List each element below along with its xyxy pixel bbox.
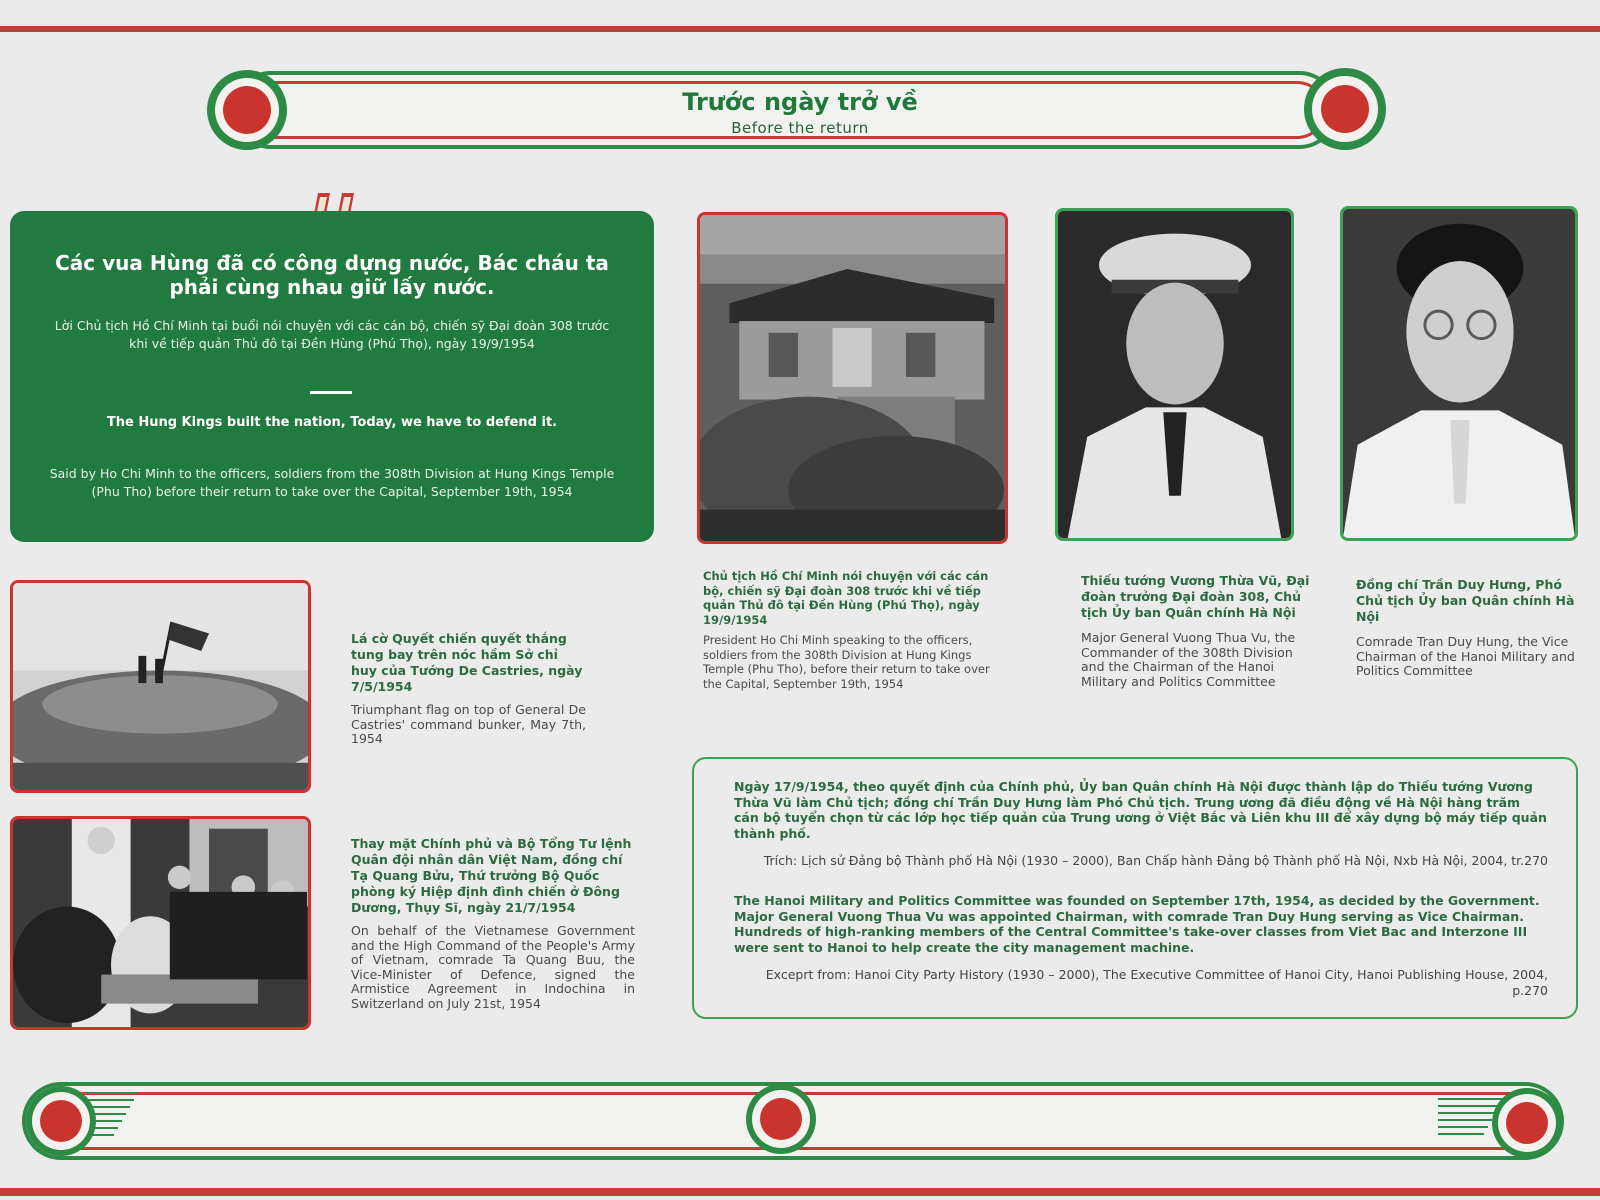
quote-panel	[10, 211, 654, 542]
geneva-signing-photo	[10, 816, 311, 1030]
footer-center-medallion-icon	[746, 1084, 816, 1154]
tran-duy-hung-caption-vn: Đồng chí Trần Duy Hưng, Phó Chủ tịch Ủy ban Quân chính Hà Nội	[1356, 577, 1575, 624]
vuong-thua-vu-caption	[1081, 573, 1313, 689]
quote-en-source: Said by Ho Chi Minh to the officers, soldiers from the 308th Division at Hung Kings Temple (Phu Tho) before their return to take over the Capital, September 19th, 1954	[49, 466, 615, 499]
temple-caption-vn: Chủ tịch Hồ Chí Minh nói chuyện với các cán bộ, chiến sỹ Đại đoàn 308 trước khi về tiếp quản Thủ đô tại Đền Hùng (Phú Thọ), ngày 19/9/1954	[703, 569, 989, 627]
tran-duy-hung-caption-en: Comrade Tran Duy Hung, the Vice Chairman of the Hanoi Military and Politics Committee	[1356, 634, 1575, 678]
top-red-line	[0, 26, 1600, 32]
info-en-source: Exceprt from: Hanoi City Party History (1930 – 2000), The Executive Committee of Hanoi City, Hanoi Publishing House, 2004, p.270	[765, 967, 1548, 998]
geneva-caption	[351, 836, 635, 1011]
footer-right-medallion-icon	[1492, 1088, 1562, 1158]
tran-duy-hung-portrait	[1340, 206, 1578, 541]
tran-duy-hung-caption	[1356, 577, 1576, 679]
vuong-thua-vu-caption-en: Major General Vuong Thua Vu, the Commander of the 308th Division and the Chairman of the Hanoi Military and Politics Committee	[1081, 630, 1296, 689]
geneva-caption-vn: Thay mặt Chính phủ và Bộ Tổng Tư lệnh Quân đội nhân dân Việt Nam, đồng chí Tạ Quang Bửu, Thứ trưởng Bộ Quốc phòng ký Hiệp định đình chiến ở Đông Dương, Thụy Sĩ, ngày 21/7/1954	[351, 836, 632, 915]
info-panel	[692, 757, 1578, 1019]
bottom-red-line	[0, 1188, 1600, 1196]
info-vn-text: Ngày 17/9/1954, theo quyết định của Chính phủ, Ủy ban Quân chính Hà Nội được thành lập do Thiếu tướng Vương Thừa Vũ làm Chủ tịch; đồng chí Trần Duy Hưng làm Phó Chủ tịch. Trung ương đã điều động về Hà Nội hàng trăm cán bộ tuyển chọn từ các lớp học tiếp quản của Trung ương ở Việt Bắc và Liên khu III để xây dựng bộ máy tiếp quản thành phố.	[734, 779, 1547, 841]
quote-en: The Hung Kings built the nation, Today, we have to defend it.	[106, 415, 558, 430]
page-title: Trước ngày trở về	[682, 88, 918, 116]
temple-caption	[703, 569, 1008, 691]
flag-caption	[351, 631, 586, 747]
quote-vn-source: Lời Chủ tịch Hồ Chí Minh tại buổi nói chuyện với các cán bộ, chiến sỹ Đại đoàn 308 trước khi về tiếp quản Thủ đô tại Đền Hùng (Phú Thọ), ngày 19/9/1954	[54, 318, 610, 351]
quote-vn: Các vua Hùng đã có công dựng nước, Bác cháu ta phải cùng nhau giữ lấy nước.	[55, 251, 609, 299]
footer-left-medallion-icon	[26, 1086, 96, 1156]
flag-bunker-photo	[10, 580, 311, 793]
vuong-thua-vu-portrait	[1055, 208, 1294, 541]
flag-caption-vn: Lá cờ Quyết chiến quyết thắng tung bay trên nóc hầm Sở chỉ huy của Tướng De Castries, ngày 7/5/1954	[351, 631, 583, 694]
temple-caption-en: President Ho Chi Minh speaking to the officers, soldiers from the 308th Division at Hung Kings Temple (Phu Tho), before their return to take over the Capital, September 19th, 1954	[703, 633, 990, 691]
info-vn-source: Trích: Lịch sử Đảng bộ Thành phố Hà Nội (1930 – 2000), Ban Chấp hành Đảng bộ Thành phố Hà Nội, Nxb Hà Nội, 2004, tr.270	[763, 853, 1548, 868]
vuong-thua-vu-caption-vn: Thiếu tướng Vương Thừa Vũ, Đại đoàn trưởng Đại đoàn 308, Chủ tịch Ủy ban Quân chính Hà Nội	[1081, 573, 1310, 620]
page-subtitle: Before the return	[731, 119, 869, 137]
info-en-text: The Hanoi Military and Politics Committee was founded on September 17th, 1954, as decided by the Government. Major General Vuong Thua Vu was appointed Chairman, with comrade Tran Duy Hung serving as Vice Chairman. Hundreds of high-ranking members of the Central Committee's take-over classes from Viet Bac and Interzone III were sent to Hanoi to help create the city management machine.	[734, 893, 1540, 955]
geneva-caption-en: On behalf of the Vietnamese Government and the High Command of the People's Army of Vietnam, comrade Ta Quang Buu, the Vice-Minister of Defence, signed the Armistice Agreement in Indochina in Switzerland on July 21st, 1954	[351, 923, 635, 1011]
flag-caption-en: Triumphant flag on top of General De Castries' command bunker, May 7th, 1954	[351, 702, 586, 746]
quote-divider	[310, 391, 352, 394]
temple-gathering-photo	[697, 212, 1008, 544]
